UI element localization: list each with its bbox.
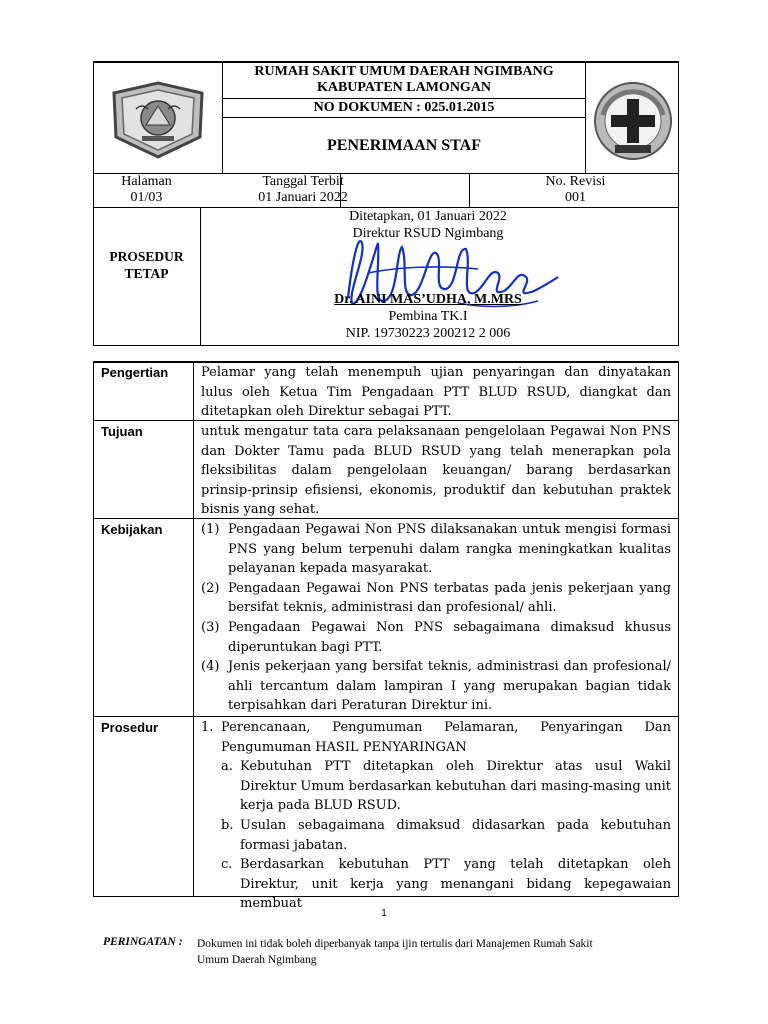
regency-emblem xyxy=(106,79,210,159)
procedure-substep: b. Usulan sebagaimana dimaksud didasarkan pada kebutuhan formasi jabatan. xyxy=(221,817,671,853)
page-value: 01/03 xyxy=(130,190,163,205)
procedure-table xyxy=(93,361,679,912)
policy-item: (3) Pengadaan Pegawai Non PNS sebagaimana dimaksud khusus diperuntukan bagi PTT. xyxy=(201,619,671,655)
warning-label: PERINGATAN : xyxy=(103,936,183,948)
issue-date-label: Tanggal Terbit xyxy=(262,174,344,189)
director-rank: Pembina TK.I xyxy=(388,309,468,324)
page-number: 1 xyxy=(381,908,387,919)
definition-label: Pengertian xyxy=(101,365,169,380)
issue-date-value: 01 Januari 2022 xyxy=(258,190,348,205)
purpose-label: Tujuan xyxy=(101,424,143,439)
revision-value: 001 xyxy=(565,190,586,205)
document-header xyxy=(93,61,679,346)
approval-title: Direktur RSUD Ngimbang xyxy=(352,226,504,241)
procedure-substep: a. Kebutuhan PTT ditetapkan oleh Direktur atas usul Wakil Direktur Umum berdasarkan kebutuhan dari masing-masing unit kerja pada BLUD RSUD. xyxy=(221,759,671,814)
org-name: RUMAH SAKIT UMUM DAERAH NGIMBANG xyxy=(254,64,554,79)
hospital-logo xyxy=(593,81,673,161)
revision-label: No. Revisi xyxy=(545,174,606,189)
policy-item: (1) Pengadaan Pegawai Non PNS dilaksanakan untuk mengisi formasi PNS yang belum terpenuhi dalam rangka meningkatkan kualitas pelayanan kepada masyarakat. xyxy=(201,522,671,577)
warning-text: Dokumen ini tidak boleh diperbanyak tanpa ijin tertulis dari Manajemen Rumah Sakit Umum Daerah Ngimbang xyxy=(197,938,593,966)
policy-item: (2) Pengadaan Pegawai Non PNS terbatas pada jenis pekerjaan yang bersifat teknis, administrasi dan profesional/ ahli. xyxy=(201,580,671,616)
director-name: Dr. AINI MAS’UDHA, M.MRS xyxy=(334,292,522,307)
policy-item: (4) Jenis pekerjaan yang bersifat teknis, administrasi dan profesional/ ahli tercantum dalam lampiran I yang merupakan bagian tidak terpisahkan dari Peraturan Direktur ini. xyxy=(201,659,671,714)
procedure-label: Prosedur xyxy=(101,720,159,735)
definition-text: Pelamar yang telah menempuh ujian penyaringan dan dinyatakan lulus oleh Ketua Tim Pengadaan PTT BLUD RSUD, diangkat dan ditetapkan oleh Direktur sebagai PTT. xyxy=(201,365,671,420)
doc-number: NO DOKUMEN : 025.01.2015 xyxy=(313,100,495,115)
doc-title: PENERIMAAN STAF xyxy=(327,137,481,154)
procedure-type-line2: TETAP xyxy=(124,266,169,281)
policy-label: Kebijakan xyxy=(101,522,163,537)
purpose-text: untuk mengatur tata cara pelaksanaan pengelolaan Pegawai Non PNS dan Dokter Tamu pada BLUD RSUD yang telah menerapkan pola fleksibilitas dalam pengelolaan keuangan/ barang berdasarkan prinsip-prinsip efisiensi, ekonomis, produktif dan kebutuhan praktek bisnis yang sehat. xyxy=(201,424,671,518)
procedure-type-line1: PROSEDUR xyxy=(109,249,184,264)
director-nip: NIP. 19730223 200212 2 006 xyxy=(345,326,511,341)
procedure-step: 1. Perencanaan, Pengumuman Pelamaran, Penyaringan Dan Pengumuman HASIL PENYARINGAN xyxy=(201,720,671,755)
approval-date: Ditetapkan, 01 Januari 2022 xyxy=(349,209,507,224)
procedure-substep: c. Berdasarkan kebutuhan PTT yang telah ditetapkan oleh Direktur, unit kerja yang menangani bidang kepegawaian membuat xyxy=(221,857,671,912)
org-regency: KABUPATEN LAMONGAN xyxy=(316,80,492,95)
page-label: Halaman xyxy=(121,174,172,189)
